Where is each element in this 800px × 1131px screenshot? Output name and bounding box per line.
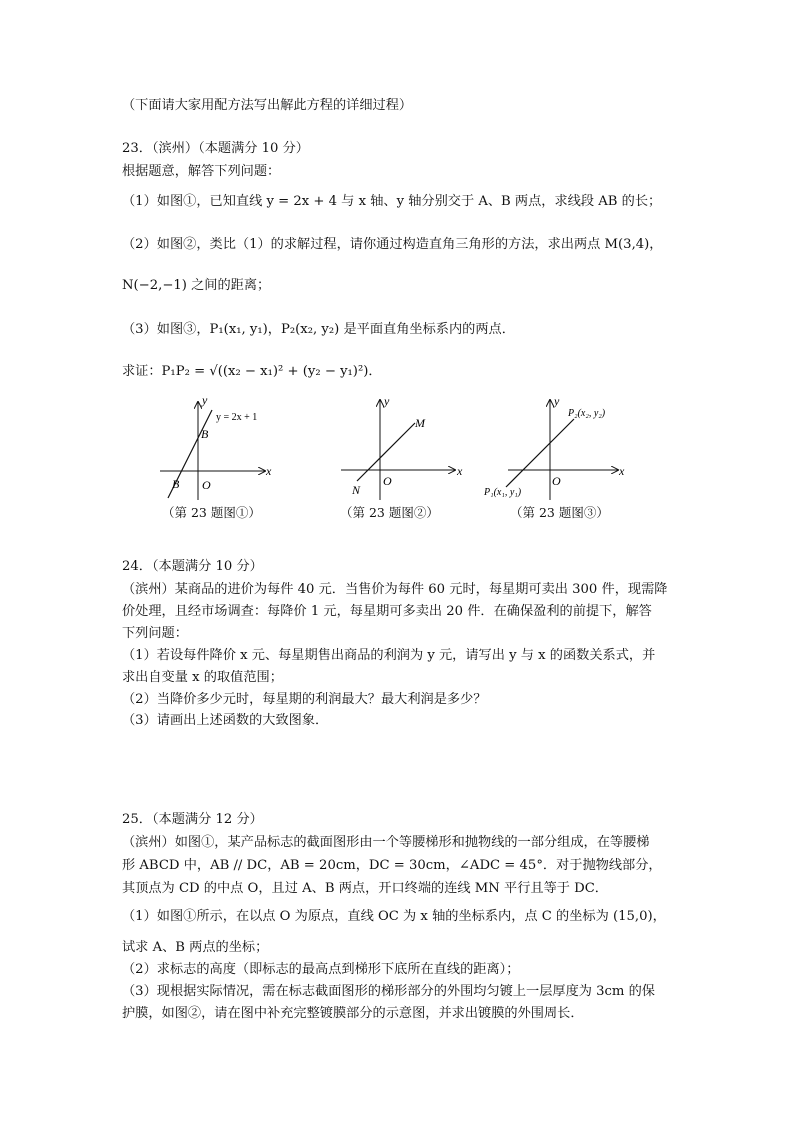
q24-line-7: （3）请画出上述函数的大致图象．	[122, 713, 329, 728]
q25-line-2: 形 ABCD 中，AB // DC，AB = 20cm，DC = 30cm，∠ADC = 45°．对于抛物线部分，	[122, 858, 662, 873]
q23-figure-2	[335, 396, 475, 506]
fig1-line-label: y = 2x + 1	[216, 412, 258, 423]
q23-part2b: N(−2,−1) 之间的距离；	[122, 278, 271, 293]
q23-part2a: （2）如图②，类比（1）的求解过程，请你通过构造直角三角形的方法，求出两点 M(3,4)，	[122, 237, 663, 252]
segment-p1p2	[506, 419, 574, 487]
q23-title: 23．（滨州）（本题满分 10 分）	[122, 141, 309, 156]
fig1-label-b-upper: B	[201, 427, 209, 441]
segment-mn	[357, 423, 415, 481]
fig2-label-y: y	[384, 396, 390, 408]
q23-figure-1	[150, 396, 280, 506]
q23-figure-2-caption: （第 23 题图②）	[340, 505, 439, 520]
fig2-label-o: O	[383, 474, 392, 488]
q25-line-7: （3）现根据实际情况，需在标志截面图形的梯形部分的外围均匀镀上一层厚度为 3cm 的保	[122, 984, 655, 999]
fig3-label-p2: P₂(x₂, y₂)	[568, 408, 606, 419]
q25-line-1: （滨州）如图①，某产品标志的截面图形由一个等腰梯形和抛物线的一部分组成，在等腰梯	[122, 835, 650, 850]
fig1-label-y: y	[202, 396, 208, 407]
q25-line-5: 试求 A、B 两点的坐标；	[122, 940, 269, 955]
q23-part3: （3）如图③，P₁(x₁, y₁)，P₂(x₂, y₂) 是平面直角坐标系内的两点．	[122, 322, 515, 337]
fig2-label-m: M	[415, 416, 425, 430]
fig1-label-b-lower: B	[172, 477, 180, 491]
q24-line-6: （2）当降价多少元时，每星期的利润最大？最大利润是多少？	[122, 692, 487, 707]
q25-title: 25．（本题满分 12 分）	[122, 812, 263, 827]
q24-title: 24．（本题满分 10 分）	[122, 559, 263, 574]
q23-figure-3	[482, 396, 632, 506]
fig3-label-y: y	[554, 396, 560, 408]
q25-line-4: （1）如图①所示，在以点 O 为原点，直线 OC 为 x 轴的坐标系内，点 C 的坐标为 (15,0)，	[122, 909, 666, 924]
fig1-label-o: O	[202, 478, 211, 492]
q25-line-8: 护膜，如图②，请在图中补充完整镀膜部分的示意图，并求出镀膜的外围周长．	[122, 1006, 584, 1021]
fig2-label-n: N	[352, 483, 361, 497]
q24-line-5: 求出自变量 x 的取值范围；	[122, 670, 283, 685]
q24-line-1: （滨州）某商品的进价为每件 40 元．当售价为每件 60 元时，每星期可卖出 300 件，现需降	[122, 582, 668, 597]
fig3-label-p1: P₁(x₁, y₁)	[484, 487, 522, 498]
q23-proof: 求证：P₁P₂ = √((x₂ − x₁)² + (y₂ − y₁)²)．	[122, 364, 382, 379]
q25-line-3: 其顶点为 CD 的中点 O，且过 A、B 两点，开口终端的连线 MN 平行且等于 DC．	[122, 881, 608, 896]
q24-line-4: （1）若设每件降价 x 元、每星期售出商品的利润为 y 元，请写出 y 与 x 的函数关系式，并	[122, 648, 656, 663]
q23-intro: 根据题意，解答下列问题：	[122, 164, 281, 179]
fig3-label-o: O	[552, 474, 561, 488]
header-note: （下面请大家用配方法写出解此方程的详细过程）	[122, 98, 413, 113]
fig1-label-x: x	[266, 464, 272, 478]
fig3-label-x: x	[619, 464, 625, 478]
q24-line-3: 下列问题：	[122, 626, 188, 641]
q25-line-6: （2）求标志的高度（即标志的最高点到梯形下底所在直线的距离）；	[122, 962, 520, 977]
q23-part1: （1）如图①，已知直线 y = 2x + 4 与 x 轴、y 轴分别交于 A、B 两点，求线段 AB 的长；	[122, 194, 662, 209]
q24-line-2: 价处理，且经市场调查：每降价 1 元，每星期可多卖出 20 件．在确保盈利的前提下，解答	[122, 604, 652, 619]
q23-figure-1-caption: （第 23 题图①）	[162, 505, 261, 520]
fig2-label-x: x	[457, 464, 463, 478]
q23-figure-3-caption: （第 23 题图③）	[510, 505, 609, 520]
